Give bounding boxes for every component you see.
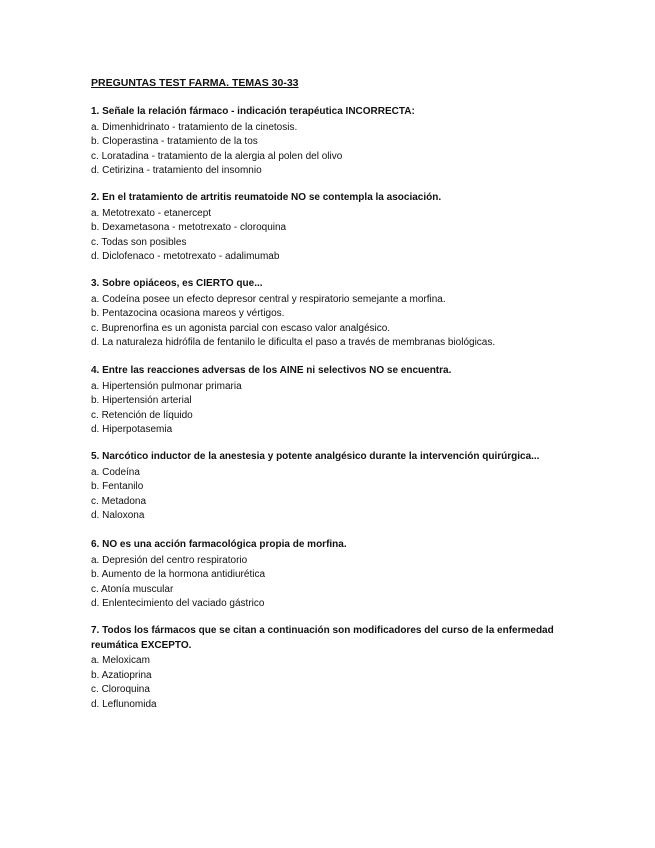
option-letter: b. <box>91 308 100 319</box>
option-d <box>91 250 571 265</box>
option-text: Fentanilo <box>102 481 144 492</box>
question-stem <box>91 538 571 553</box>
question-4 <box>91 364 571 438</box>
option-letter: d. <box>91 251 100 262</box>
option-a <box>91 654 571 669</box>
option-text: Leflunomida <box>102 698 157 710</box>
option-text: Hipertensión pulmonar primaria <box>102 380 242 392</box>
question-stem <box>91 624 571 653</box>
option-b <box>91 135 571 150</box>
option-letter: a. <box>91 655 100 666</box>
option-text: Metotrexato - etanercept <box>102 207 212 219</box>
question-stem <box>91 105 571 120</box>
option-text: Hiperpotasemia <box>102 424 173 435</box>
option-list <box>91 293 571 351</box>
option-c <box>91 409 571 424</box>
option-a <box>91 293 571 308</box>
option-c <box>91 236 571 251</box>
option-text: Buprenorfina es un agonista parcial con escaso valor analgésico. <box>101 322 391 334</box>
question-number: 5. <box>91 451 100 462</box>
option-letter: c. <box>91 150 99 162</box>
option-d <box>91 597 571 612</box>
question-number: 3. <box>91 278 100 289</box>
option-text: Azatioprina <box>101 669 152 681</box>
question-text: Todos los fármacos que se citan a continuación son modificadores del curso de la enfermedad reumática EXCEPTO. <box>91 625 554 651</box>
option-letter: d. <box>91 698 100 710</box>
option-text: Metadona <box>101 495 147 507</box>
option-c <box>91 683 571 698</box>
option-text: Dexametasona - metotrexato - cloroquina <box>102 222 287 233</box>
option-letter: d. <box>91 337 100 348</box>
option-c <box>91 150 571 165</box>
option-b <box>91 307 571 322</box>
option-letter: d. <box>91 510 100 521</box>
question-text: Narcótico inductor de la anestesia y potente analgésico durante la intervención quirúrgica... <box>102 451 540 462</box>
option-letter: b. <box>91 669 100 681</box>
document-title: PREGUNTAS TEST FARMA. TEMAS 30-33 <box>91 77 299 89</box>
question-text: Sobre opiáceos, es CIERTO que... <box>102 278 263 289</box>
option-b <box>91 480 571 495</box>
question-number: 2. <box>91 192 100 203</box>
option-a <box>91 554 571 569</box>
option-text: Todas son posibles <box>101 236 187 248</box>
option-letter: c. <box>91 583 99 595</box>
option-text: La naturaleza hidrófila de fentanilo le dificulta el paso a través de membranas biológicas. <box>102 337 496 348</box>
option-c <box>91 583 571 598</box>
question-text: Señale la relación fármaco - indicación terapéutica INCORRECTA: <box>102 106 415 117</box>
option-letter: a. <box>91 380 100 392</box>
option-a <box>91 466 571 481</box>
option-letter: a. <box>91 293 100 305</box>
option-d <box>91 423 571 438</box>
question-number: 6. <box>91 539 100 550</box>
question-text: Entre las reacciones adversas de los AINE ni selectivos NO se encuentra. <box>102 365 452 376</box>
option-letter: b. <box>91 136 100 147</box>
option-list <box>91 380 571 438</box>
option-text: Cetirizina - tratamiento del insomnio <box>102 165 262 176</box>
option-b <box>91 221 571 236</box>
question-5 <box>91 450 571 524</box>
option-list <box>91 654 571 712</box>
option-text: Cloperastina - tratamiento de la tos <box>102 136 258 147</box>
option-text: Meloxicam <box>102 655 150 666</box>
question-3 <box>91 277 571 351</box>
option-text: Dimenhidrinato - tratamiento de la cinetosis. <box>102 121 298 133</box>
option-b <box>91 394 571 409</box>
option-list <box>91 121 571 179</box>
option-c <box>91 322 571 337</box>
question-stem <box>91 191 571 206</box>
option-letter: c. <box>91 236 99 248</box>
question-number: 1. <box>91 106 100 117</box>
question-1 <box>91 105 571 179</box>
option-letter: b. <box>91 569 100 580</box>
question-7 <box>91 624 571 712</box>
option-list <box>91 466 571 524</box>
option-text: Depresión del centro respiratorio <box>102 554 248 566</box>
option-text: Codeína posee un efecto depresor central y respiratorio semejante a morfina. <box>102 293 446 305</box>
option-letter: c. <box>91 409 99 421</box>
option-b <box>91 669 571 684</box>
option-text: Naloxona <box>102 510 145 521</box>
question-stem <box>91 450 571 465</box>
option-letter: d. <box>91 598 100 609</box>
question-stem <box>91 364 571 379</box>
option-letter: b. <box>91 395 100 406</box>
option-letter: c. <box>91 322 99 334</box>
option-a <box>91 207 571 222</box>
option-d <box>91 164 571 179</box>
question-number: 7. <box>91 625 100 636</box>
option-list <box>91 554 571 612</box>
question-2 <box>91 191 571 265</box>
option-d <box>91 336 571 351</box>
option-letter: d. <box>91 424 100 435</box>
option-letter: c. <box>91 495 99 507</box>
option-text: Cloroquina <box>101 684 150 695</box>
option-text: Atonía muscular <box>101 583 174 595</box>
question-text: En el tratamiento de artritis reumatoide NO se contempla la asociación. <box>102 192 442 203</box>
option-text: Aumento de la hormona antidiurética <box>101 569 266 580</box>
option-letter: b. <box>91 481 100 492</box>
option-letter: d. <box>91 165 100 176</box>
option-d <box>91 509 571 524</box>
option-b <box>91 568 571 583</box>
option-text: Hipertensión arterial <box>102 395 192 406</box>
question-6 <box>91 538 571 612</box>
option-letter: c. <box>91 684 99 695</box>
option-text: Pentazocina ocasiona mareos y vértigos. <box>102 308 285 319</box>
option-a <box>91 380 571 395</box>
option-letter: a. <box>91 207 100 219</box>
option-a <box>91 121 571 136</box>
option-letter: a. <box>91 554 100 566</box>
option-d <box>91 698 571 713</box>
option-letter: b. <box>91 222 100 233</box>
option-text: Codeína <box>102 466 140 478</box>
option-letter: a. <box>91 466 100 478</box>
option-text: Retención de líquido <box>101 409 193 421</box>
question-text: NO es una acción farmacológica propia de morfina. <box>102 539 347 550</box>
option-text: Enlentecimiento del vaciado gástrico <box>102 598 265 609</box>
option-c <box>91 495 571 510</box>
question-stem <box>91 277 571 292</box>
option-list <box>91 207 571 265</box>
question-number: 4. <box>91 365 100 376</box>
option-text: Diclofenaco - metotrexato - adalimumab <box>102 251 280 262</box>
option-text: Loratadina - tratamiento de la alergia al polen del olivo <box>101 150 343 162</box>
option-letter: a. <box>91 121 100 133</box>
